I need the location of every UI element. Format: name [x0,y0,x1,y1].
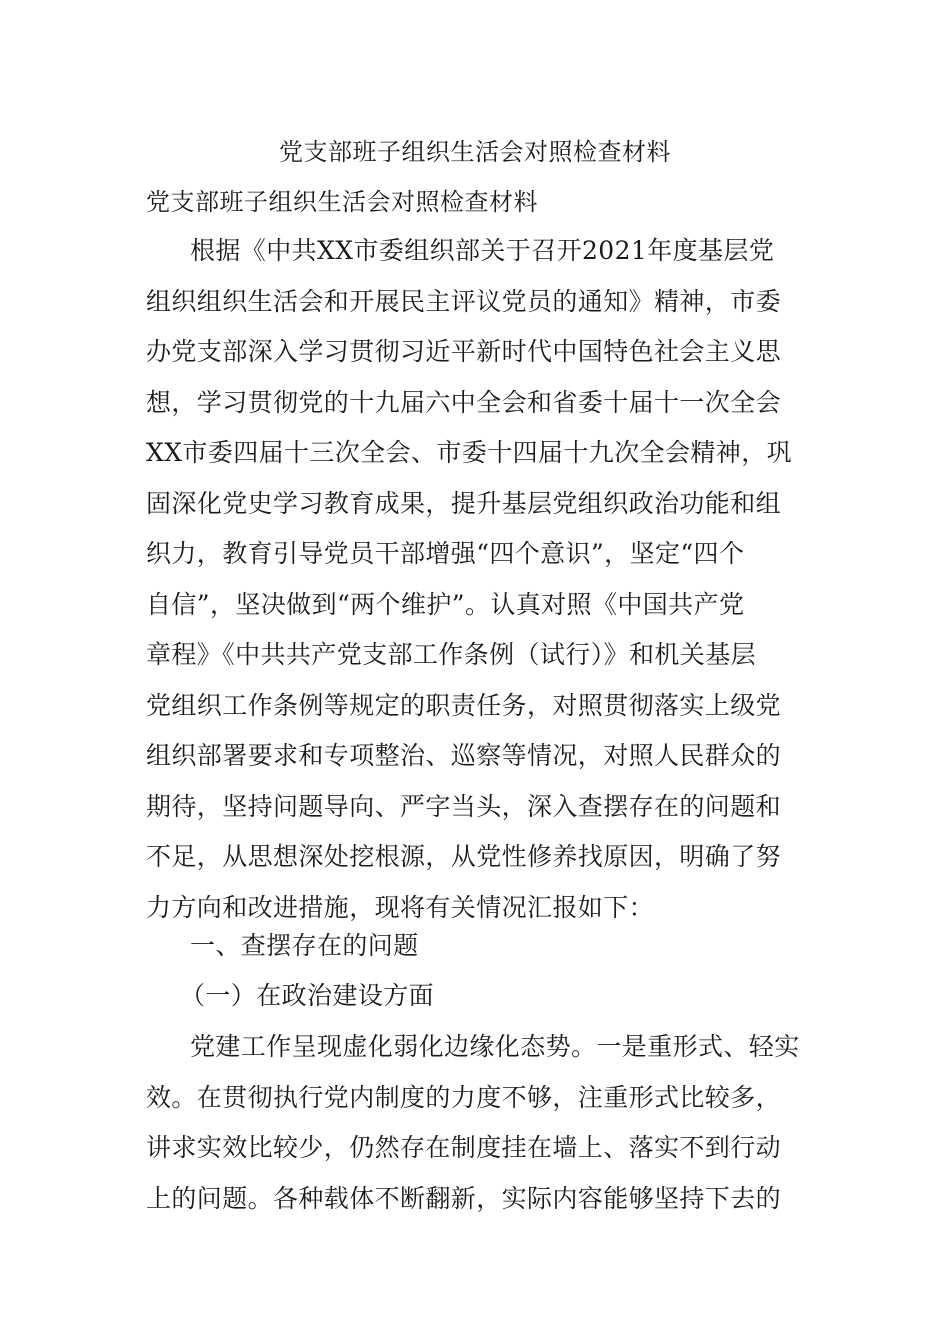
intro-paragraph [146,226,808,933]
paragraph-line: 期待，坚持问题导向、严字当头，深入查摆存在的问题和 [146,791,782,821]
paragraph-line: 织力，教育引导党员干部增强“四个意识”，坚定“四个 [146,539,745,568]
paragraph-line: 自信”，坚决做到“两个维护”。认真对照《中国共产党 [146,589,745,619]
paragraph-line: 党建工作呈现虚化弱化边缘化态势。一是重形式、轻实 [190,1032,800,1061]
paragraph-line: 根据《中共XX市委组织部关于召开2021年度基层党 [190,236,775,265]
paragraph-line: 办党支部深入学习贯彻习近平新时代中国特色社会主义思 [146,337,782,366]
document-subtitle: 党支部班子组织生活会对照检查材料 [146,188,538,216]
document-title: 党支部班子组织生活会对照检查材料 [279,138,671,166]
paragraph-line: 力方向和改进措施，现将有关情况汇报如下： [146,892,655,922]
paragraph-line: 章程》《中共共产党支部工作条例（试行）》和机关基层 [146,640,757,669]
paragraph-line: 上的问题。各种载体不断翻新，实际内容能够坚持下去的 [146,1183,782,1213]
subsection-heading: （一）在政治建设方面 [180,981,435,1010]
section-heading: 一、查摆存在的问题 [190,931,419,960]
paragraph-line: 想，学习贯彻党的十九届六中全会和省委十届十一次全会 [146,387,782,417]
paragraph-line: 组织部署要求和专项整治、巡察等情况，对照人民群众的 [146,741,782,770]
paragraph-line: 不足，从思想深处挖根源，从党性修养找原因，明确了努 [146,842,782,871]
political-building-paragraph [146,1022,808,1224]
paragraph-line: 党组织工作条例等规定的职责任务，对照贯彻落实上级党 [146,690,782,720]
paragraph-line: 组织组织生活会和开展民主评议党员的通知》精神，市委 [146,286,782,316]
paragraph-line: XX市委四届十三次全会、市委十四届十九次全会精神，巩 [146,438,792,467]
paragraph-line: 效。在贯彻执行党内制度的力度不够，注重形式比较多， [146,1082,782,1112]
paragraph-line: 固深化党史学习教育成果，提升基层党组织政治功能和组 [146,488,782,518]
paragraph-line: 讲求实效比较少，仍然存在制度挂在墙上、落实不到行动 [146,1133,782,1162]
